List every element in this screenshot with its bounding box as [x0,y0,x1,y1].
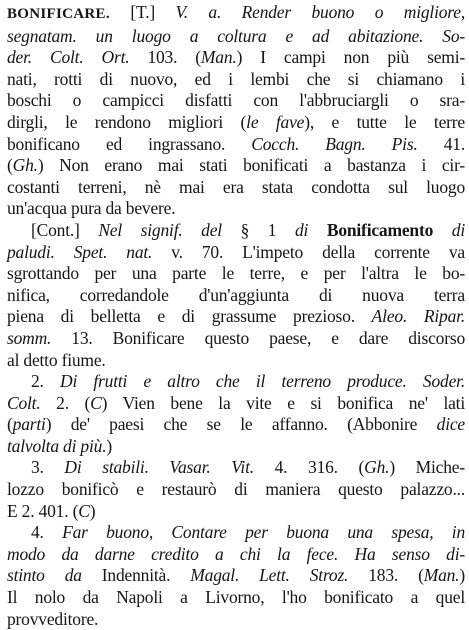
text-run: 41. [417,133,466,154]
text-run: lozzo bonificò e restaurò di maniera questo palazzo... [7,479,465,500]
entry-line [7,393,465,415]
text-run: ) I campi non più semi- [236,47,465,68]
text-run: Indennità. [81,565,191,586]
text-run: [T.] [109,2,176,22]
text-run: di [294,219,309,240]
headword: BONIFICARE. [7,6,110,22]
text-run: Di stabili. Vasar. Vit. [64,457,254,478]
entry-line [7,544,465,566]
text-run: un'acqua pura da bevere. [7,198,176,219]
text-run: somm. [7,327,52,348]
entry-line [7,155,465,177]
text-run: Colt. [7,392,41,413]
entry-line [7,565,465,587]
entry-line [7,112,465,134]
text-run: stinto da [7,565,82,586]
text-run: Il nolo da Napoli a Livorno, l'ho bonificato a quel [7,587,465,608]
text-run: piena di belletta e di grassume prezioso. [7,306,372,327]
text-run: dice [436,414,465,435]
entry-line [7,414,465,436]
text-run: parti [12,414,46,435]
text-run: costanti terreni, nè mai era stata condotta sul luogo [7,176,465,197]
entry-line [7,609,465,630]
text-run: ) Miche- [389,457,465,478]
entry-line [7,26,465,48]
cross-reference: Bonificamento [308,219,434,240]
text-run: di [433,219,465,240]
text-run: E 2. 401. ( [7,500,79,521]
text-run: 103. ( [129,47,201,68]
text-run: ) Vien bene la vite e si bonifica ne' lati [101,392,465,413]
text-run: ) [106,435,113,456]
entry-line [7,479,465,501]
text-run: le fave [246,111,305,132]
text-run: Gh. [364,457,390,478]
entry-line [7,134,465,156]
entry-line [7,2,465,26]
entry-line [7,587,465,609]
entry-line [7,371,465,393]
text-run: 4. [31,522,63,543]
text-run: 3. [31,457,65,478]
text-run: ) [89,500,96,521]
text-run: der. Colt. Ort. [7,47,130,68]
entry-line [7,501,465,523]
text-run: Cocch. Bagn. Pis. [251,133,418,154]
entry-line [7,328,465,350]
entry-line [7,522,465,544]
entry-line [7,90,465,112]
text-run: § 1 [221,219,295,240]
text-run: dirgli, le rendono migliori ( [7,111,247,132]
text-run: Aleo. Ripar. [371,306,466,327]
text-run: [Cont.] [31,219,99,240]
entry-line [7,285,465,307]
text-run: v. 70. L'impeto della corrente va [152,241,465,262]
entry-line [7,177,465,199]
text-run: Man. [200,47,237,68]
text-run: Far buono, Contare per buona una spesa, in [62,522,466,543]
text-run: ( [7,414,13,435]
entry-line [7,350,465,372]
text-run: Magal. Lett. Stroz. [190,565,349,586]
text-run: nati, rotti di nuovo, ed i lembi che si chiamano i [7,68,465,89]
text-run: C [78,500,90,521]
entry-line [7,436,465,458]
entry-line [7,220,465,242]
text-run: 2. [31,371,60,392]
text-run: nifica, corredandole d'un'aggiunta di nuova terra [7,284,465,305]
entry-line [7,242,465,264]
text-run: 183. ( [348,565,424,586]
text-run: 2. ( [40,392,91,413]
text-run: provveditore. [7,608,99,629]
text-run: sgrottando per una parte le terre, e per l'altra le bo- [7,263,465,284]
entry-line [7,47,465,69]
text-run: Di frutti e altro che il terreno produce. Soder. [60,371,465,392]
text-run: paludi. Spet. nat. [7,241,153,262]
entry-line [7,263,465,285]
text-run: C [90,392,102,413]
text-run: segnatam. un luogo a coltura e ad abitazione. So- [7,25,465,46]
text-run: ) [459,565,465,586]
text-run: ) Non erano mai stati bonificati a bastanza i cir- [37,155,465,176]
text-run: al detto fiume. [7,349,106,370]
text-run: V. a. Render buono o migliore, [175,2,465,22]
text-run: 13. Bonificare questo paese, e dare discorso [51,327,465,348]
text-run: modo da darne credito a chi la fece. Ha senso di- [7,543,465,564]
entry-line [7,306,465,328]
text-run: ) de' paesi che se le affanno. (Abbonire [45,414,437,435]
text-run: 4. 316. ( [253,457,365,478]
text-run: ), e tutte le terre [304,111,465,132]
text-run: Nel signif. del [98,219,222,240]
entry-line [7,198,465,220]
text-run: talvolta di più. [7,435,107,456]
entry-line [7,457,465,479]
text-run: Gh. [12,155,38,176]
text-run: Man. [423,565,460,586]
text-run: bonificano ed ingrassano. [7,133,252,154]
entry-line [7,69,465,91]
text-run: ( [7,155,13,176]
text-run: boschi o campicci disfatti con l'abbruciargli o sra- [7,90,465,111]
